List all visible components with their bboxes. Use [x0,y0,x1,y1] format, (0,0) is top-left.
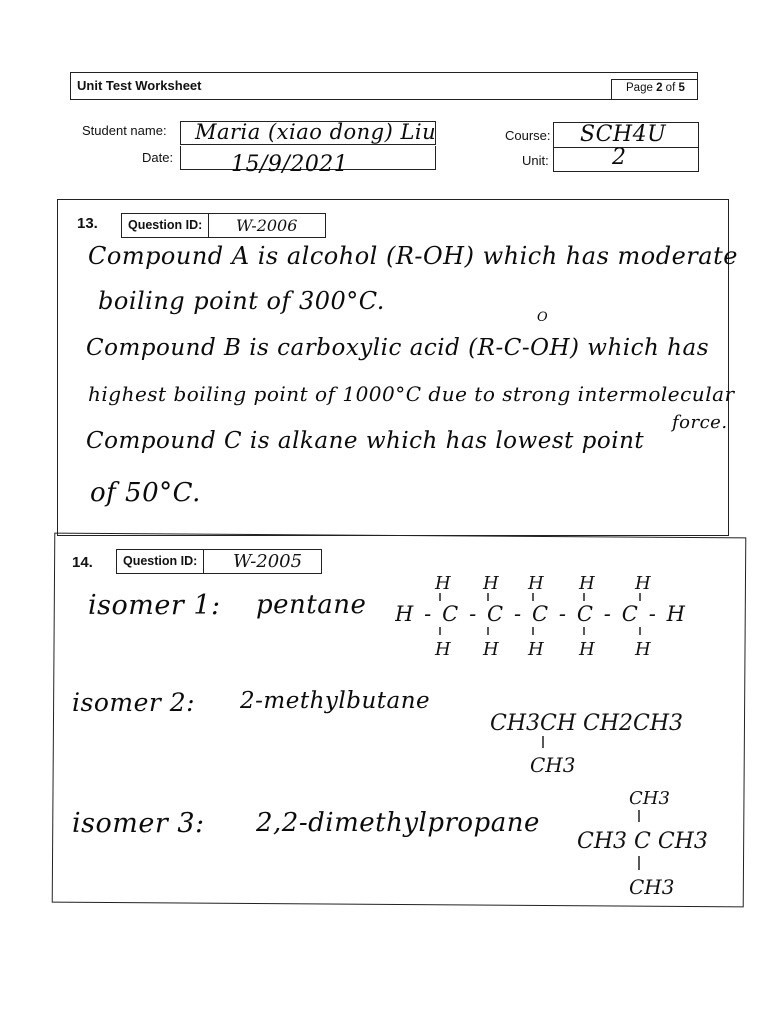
bottom-h-2: H [483,639,499,660]
question-14-id-label: Question ID: [117,550,204,573]
question-13-id-value: W-2006 [236,216,298,235]
isomer-1-name: pentane [256,590,367,620]
isomer-3-name: 2,2-dimethylpropane [256,808,540,838]
question-14-id-box [116,549,322,574]
unit-label: Unit: [522,153,549,168]
pentane-main-chain: H-C-C-C-C-C-H [395,602,685,626]
dimethylpropane-structure [575,778,725,908]
dimethylpropane-top-methyl: CH3 [629,788,670,809]
course-value: SCH4U [580,122,667,147]
page-prefix: Page [626,82,653,94]
question-14-id-value: W-2005 [233,551,303,572]
q13-carbonyl-oxygen: O [537,310,549,325]
date-value: 15/9/2021 [231,152,349,177]
q13-answer-line-2: boiling point of 300°C. [98,287,385,315]
bottom-h-3: H [528,639,544,660]
methylbutane-branch: CH3 [530,753,576,777]
pentane-top-hydrogens [434,573,651,594]
worksheet-title: Unit Test Worksheet [77,78,202,93]
isomer-2-name: 2-methylbutane [240,688,431,714]
methylbutane-main-chain: CH3CH CH2CH3 [490,711,684,736]
worksheet-header [70,72,698,100]
page-current: 2 [656,82,663,94]
date-field [180,146,436,177]
unit-value: 2 [612,145,627,170]
top-h-1: H [435,573,451,594]
q13-answer-line-1: Compound A is alcohol (R-OH) which has moderate [88,242,738,270]
q13-answer-line-4: highest boiling point of 1000°C due to strong intermolecular [88,382,735,406]
dimethylpropane-main: CH3 C CH3 [577,829,708,854]
isomer-2-label: isomer 2: [72,688,196,717]
top-h-4: H [579,573,595,594]
date-label: Date: [142,150,174,165]
methylbutane-structure [488,698,688,780]
q13-answer-line-6: of 50°C. [90,478,201,508]
question-14-number: 14. [72,554,93,571]
top-h-3: H [528,573,544,594]
bottom-h-5: H [635,639,651,660]
pentane-structure [395,565,695,665]
question-13-number: 13. [77,215,98,232]
page-indicator-box [611,79,697,99]
page-of: of [665,82,676,94]
top-h-5: H [635,573,651,594]
question-13-id-box [121,213,326,238]
page-total: 5 [678,82,685,94]
dimethylpropane-bottom-methyl: CH3 [629,875,675,899]
student-name-label: Student name: [82,123,167,138]
isomer-1-label: isomer 1: [88,590,221,621]
isomer-3-label: isomer 3: [72,808,205,839]
q13-answer-line-3: Compound B is carboxylic acid (R-C-OH) which has [86,335,709,361]
question-13-id-label: Question ID: [122,214,209,237]
bottom-h-4: H [579,639,595,660]
q13-answer-line-5: Compound C is alkane which has lowest point [86,428,645,454]
course-label: Course: [505,128,551,143]
page-indicator [626,82,685,94]
student-name-value: Maria (xiao dong) Liu [195,120,437,144]
student-name-field [180,121,436,145]
q13-force-word: force. [672,412,728,433]
top-h-2: H [483,573,499,594]
pentane-bottom-hydrogens [434,639,651,660]
bottom-h-1: H [435,639,451,660]
unit-field [553,145,699,172]
